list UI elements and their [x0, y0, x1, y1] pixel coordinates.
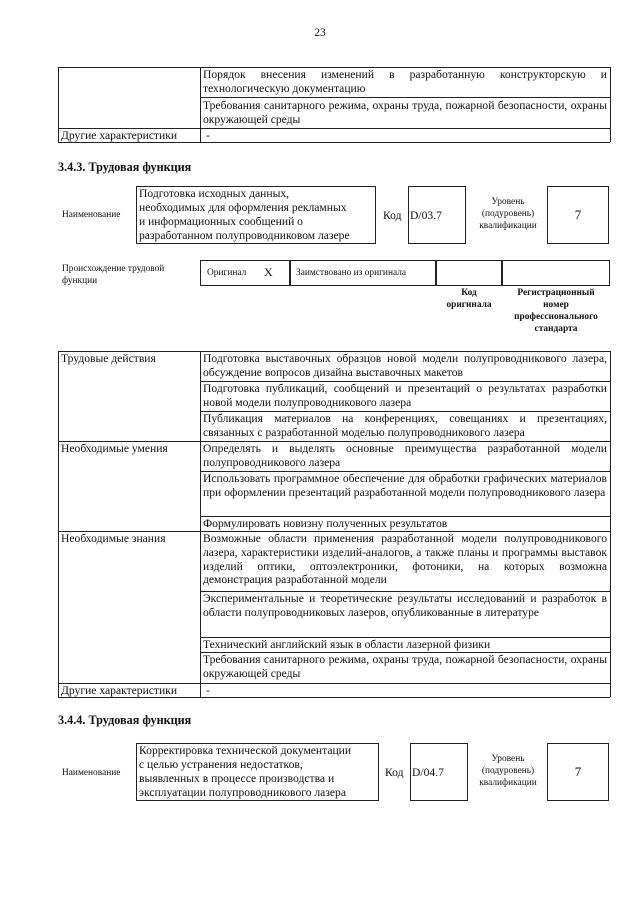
original-mark: X	[264, 265, 273, 279]
code-original-box	[436, 260, 502, 286]
func1-code-value: D/03.7	[410, 209, 442, 222]
prev-item: Порядок внесения изменений в разработанную конструкторскую и технологическую документацию	[203, 68, 607, 95]
prev-other-label: Другие характеристики	[61, 129, 178, 142]
original-label: Оригинал	[207, 268, 247, 278]
func2-name-line: Корректировка технической документации	[139, 744, 352, 757]
other-value: -	[206, 684, 210, 697]
skill-item: Формулировать новизну полученных результатов	[203, 517, 448, 530]
func1-level-label: (подуровень)	[481, 209, 535, 219]
func1-code-label: Код	[383, 209, 402, 222]
reg-number-box	[502, 260, 610, 286]
func1-level-label: Уровень	[491, 197, 525, 207]
skill-item: Определять и выделять основные преимущества разработанной модели полупроводникового лазера	[203, 442, 607, 469]
section-label: Необходимые знания	[61, 532, 166, 545]
func2-name-line: выявленных в процессе производства и	[139, 772, 335, 785]
func2-code-value: D/04.7	[412, 766, 444, 779]
origin-label: Происхождение трудовой	[62, 264, 165, 274]
func1-name-line: необходимых для оформления рекламных	[139, 201, 347, 214]
section-label: Необходимые умения	[61, 442, 168, 455]
func2-level-value: 7	[574, 764, 582, 779]
section-label: Другие характеристики	[61, 684, 178, 697]
func1-level-value: 7	[574, 207, 582, 222]
prev-other-value: -	[206, 129, 210, 142]
knowledge-item: Требования санитарного режима, охраны труда, пожарной безопасности, охраны окружающей среды	[203, 653, 607, 680]
func2-name-line: эксплуатации полупроводникового лазера	[139, 786, 346, 799]
skill-item: Использовать программное обеспечение для обработки графических материалов при оформлении презентаций разработанной модели полупроводникового лазера	[203, 472, 607, 499]
func2-code-label: Код	[385, 766, 404, 779]
code-original-label: оригинала	[446, 300, 492, 310]
func2-heading: 3.4.4. Трудовая функция	[58, 713, 192, 727]
reg-number-label: профессионального	[514, 312, 598, 322]
prev-item: Требования санитарного режима, охраны труда, пожарной безопасности, охраны окружающей среды	[203, 99, 607, 126]
func1-heading: 3.4.3. Трудовая функция	[58, 160, 192, 174]
func2-level-label: квалификации	[479, 778, 537, 788]
func1-level-label: квалификации	[479, 221, 537, 231]
func2-name-label: Наименование	[62, 768, 121, 778]
func1-name-line: и информационных сообщений о	[139, 215, 303, 228]
borrowed-label: Заимствовано из оригинала	[296, 268, 407, 278]
func1-name-line: Подготовка исходных данных,	[139, 187, 290, 200]
func2-level-label: Уровень	[491, 754, 525, 764]
page-number: 23	[314, 26, 326, 39]
knowledge-item: Экспериментальные и теоретические результаты исследований и разработок в области полупроводниковых лазеров, опубликованные в литературе	[203, 592, 607, 619]
reg-number-label: Регистрационный	[517, 288, 595, 298]
reg-number-label: стандарта	[534, 324, 578, 334]
func2-name-line: с целью устранения недостатков,	[139, 758, 303, 771]
reg-number-label: номер	[543, 300, 569, 310]
knowledge-item: Технический английский язык в области лазерной физики	[203, 638, 491, 651]
origin-label: функции	[62, 276, 98, 286]
knowledge-item: Возможные области применения разработанной модели полупроводникового лазера, характеристики изделий-аналогов, а также планы и программы выставок изделий оптики, оптоэлектроники, фотоники, на которых возможна демонстрация разработанной модели	[203, 532, 607, 587]
code-original-label: Код	[461, 288, 477, 298]
action-item: Подготовка публикаций, сообщений и презентаций о результатах разработки новой модели полупроводникового лазера	[203, 382, 607, 409]
func2-level-label: (подуровень)	[481, 766, 535, 776]
action-item: Подготовка выставочных образцов новой модели полупроводникового лазера, обсуждение вопросов дизайна выставочных макетов	[203, 352, 607, 379]
action-item: Публикация материалов на конференциях, совещаниях и презентациях, связанных с разработанной моделью полупроводникового лазера	[203, 412, 607, 439]
section-label: Трудовые действия	[61, 352, 156, 365]
func1-name-line: разработанном полупроводниковом лазере	[139, 229, 350, 242]
func1-name-label: Наименование	[62, 210, 121, 220]
